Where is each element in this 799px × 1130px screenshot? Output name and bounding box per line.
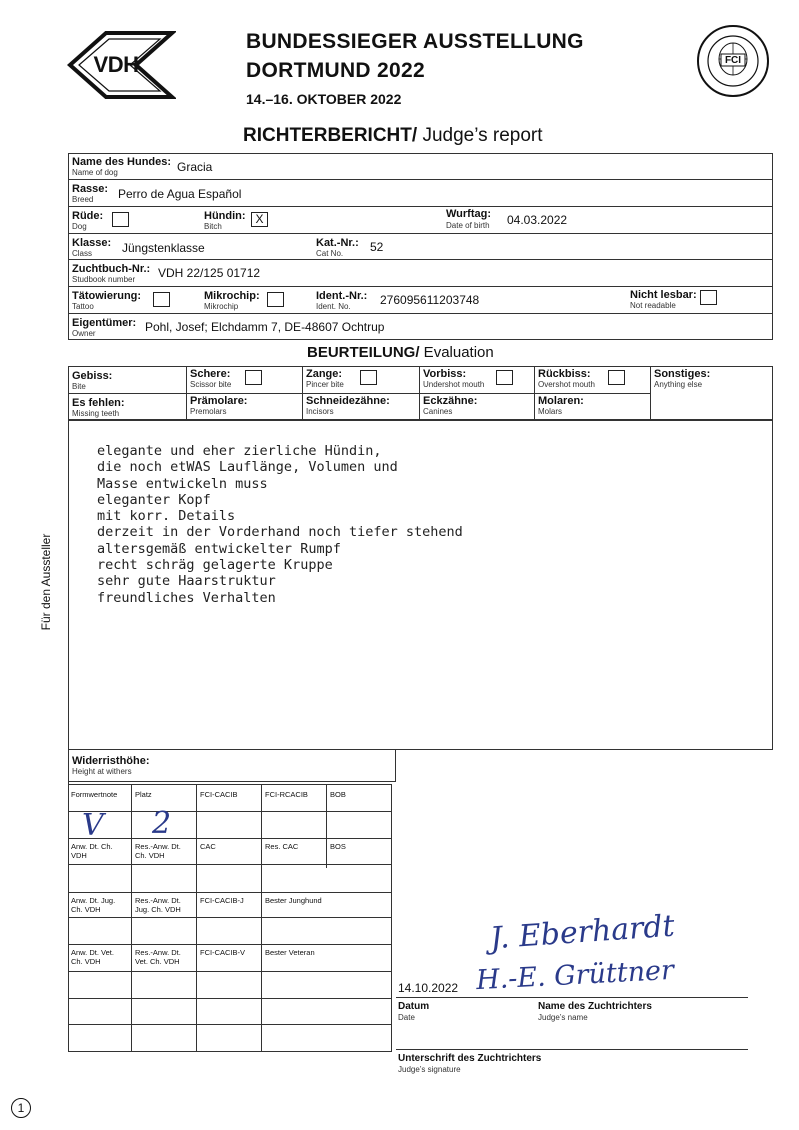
breed-label: Rasse: bbox=[72, 183, 109, 195]
grade-cell: CAC bbox=[200, 842, 216, 851]
microchip-label: Mikrochip: bbox=[204, 290, 260, 302]
grade-value-formwert: V bbox=[82, 808, 102, 843]
grade-cell: Res.-Anw. Dt. Ch. VDH bbox=[135, 842, 181, 860]
molars-label-en: Molars bbox=[538, 407, 563, 416]
event-title-line2: DORTMUND 2022 bbox=[246, 59, 425, 82]
not-readable-label-en: Not readable bbox=[630, 301, 676, 310]
canines-label: Eckzähne: bbox=[423, 395, 478, 407]
canines-label-en: Canines bbox=[423, 407, 453, 416]
anything-else-label-en: Anything else bbox=[654, 380, 703, 389]
dog-name-label: Name des Hundes: bbox=[72, 156, 172, 168]
evaluation-line: die noch etWAS Lauflänge, Volumen und bbox=[97, 459, 398, 476]
grade-header-bob: BOB bbox=[330, 790, 346, 799]
evaluation-title-en: Evaluation bbox=[419, 344, 494, 361]
height-label: Widerristhöhe: bbox=[72, 755, 150, 767]
date-value: 14.10.2022 bbox=[398, 981, 459, 995]
grade-value-platz: 2 bbox=[152, 806, 172, 841]
date-label: Datum bbox=[398, 1001, 430, 1012]
female-label: Hündin: bbox=[204, 210, 246, 222]
molars-label: Molaren: bbox=[538, 395, 584, 407]
judge-name-label: Name des Zuchtrichters bbox=[538, 1001, 652, 1012]
dog-name-value: Gracia bbox=[177, 160, 213, 174]
male-label-en: Dog bbox=[72, 222, 87, 231]
grade-header-platz: Platz bbox=[135, 790, 152, 799]
tattoo-checkbox[interactable] bbox=[153, 292, 170, 307]
ident-value: 276095611203748 bbox=[380, 293, 480, 307]
male-checkbox[interactable] bbox=[112, 212, 129, 227]
evaluation-line: mit korr. Details bbox=[97, 508, 236, 525]
height-label-en: Height at withers bbox=[72, 767, 132, 776]
tattoo-label-en: Tattoo bbox=[72, 302, 94, 311]
class-label: Klasse: bbox=[72, 237, 112, 249]
grade-cell: Bester Veteran bbox=[265, 948, 315, 957]
handwritten-judge-name: J. Eberhardt bbox=[489, 908, 676, 957]
studbook-value: VDH 22/125 01712 bbox=[158, 266, 261, 280]
undershot-label: Vorbiss: bbox=[423, 368, 467, 380]
breed-label-en: Breed bbox=[72, 195, 94, 204]
dob-label-en: Date of birth bbox=[446, 221, 490, 230]
grade-header-cacib: FCI-CACIB bbox=[200, 790, 238, 799]
owner-label: Eigentümer: bbox=[72, 317, 137, 329]
evaluation-line: derzeit in der Vorderhand noch tiefer stehend bbox=[97, 524, 463, 541]
scissor-label-en: Scissor bite bbox=[190, 380, 232, 389]
judge-name-label-en: Judge’s name bbox=[538, 1013, 588, 1022]
grade-cell: Res.-Anw. Dt. Vet. Ch. VDH bbox=[135, 948, 181, 966]
vdh-logo-text: VDH bbox=[93, 52, 139, 77]
report-title-en: Judge’s report bbox=[417, 125, 543, 146]
report-title bbox=[243, 125, 543, 147]
page-number: 1 bbox=[11, 1098, 31, 1118]
signature-label-en: Judge’s signature bbox=[398, 1065, 461, 1074]
handwritten-signature: H.-E. Grüttner bbox=[475, 954, 675, 997]
side-label: Für den Aussteller bbox=[39, 533, 53, 631]
anything-else-label: Sonstiges: bbox=[654, 368, 711, 380]
cat-no-label-en: Cat No. bbox=[316, 249, 344, 258]
microchip-checkbox[interactable] bbox=[267, 292, 284, 307]
fci-seal bbox=[696, 24, 770, 98]
owner-value: Pohl, Josef; Elchdamm 7, DE-48607 Ochtrup bbox=[145, 320, 385, 334]
studbook-label: Zuchtbuch-Nr.: bbox=[72, 263, 151, 275]
tattoo-label: Tätowierung: bbox=[72, 290, 142, 302]
evaluation-line: altersgemäß entwickelter Rumpf bbox=[97, 540, 341, 557]
grade-cell: FCI-CACIB-J bbox=[200, 896, 244, 905]
cat-no-value: 52 bbox=[370, 240, 384, 254]
grade-header-rcacib: FCI-RCACIB bbox=[265, 790, 308, 799]
overshot-label: Rückbiss: bbox=[538, 368, 591, 380]
ident-label: Ident.-Nr.: bbox=[316, 290, 368, 302]
grade-cell: Res. CAC bbox=[265, 842, 299, 851]
evaluation-line: freundliches Verhalten bbox=[97, 589, 276, 606]
bite-label-en: Bite bbox=[72, 382, 86, 391]
incisors-label: Schneidezähne: bbox=[306, 395, 390, 407]
dob-value: 04.03.2022 bbox=[507, 213, 568, 227]
grade-cell: Anw. Dt. Jug. Ch. VDH bbox=[71, 896, 116, 914]
breed-value: Perro de Agua Español bbox=[118, 187, 242, 201]
not-readable-label: Nicht lesbar: bbox=[630, 289, 697, 301]
class-value: Jüngstenklasse bbox=[122, 241, 205, 255]
missing-teeth-label: Es fehlen: bbox=[72, 397, 125, 409]
dob-label: Wurftag: bbox=[446, 208, 492, 220]
scissor-checkbox[interactable] bbox=[245, 370, 262, 385]
event-title-line1: BUNDESSIEGER AUSSTELLUNG bbox=[246, 30, 584, 53]
grade-cell: FCI-CACIB-V bbox=[200, 948, 245, 957]
male-label: Rüde: bbox=[72, 210, 104, 222]
studbook-label-en: Studbook number bbox=[72, 275, 136, 284]
bite-label: Gebiss: bbox=[72, 370, 113, 382]
report-title-de: RICHTERBERICHT bbox=[243, 125, 412, 146]
pincer-label: Zange: bbox=[306, 368, 343, 380]
owner-label-en: Owner bbox=[72, 329, 96, 338]
date-label-en: Date bbox=[398, 1013, 415, 1022]
grade-cell: Anw. Dt. Vet. Ch. VDH bbox=[71, 948, 114, 966]
fci-seal-text: FCI bbox=[724, 55, 742, 66]
signature-label: Unterschrift des Zuchtrichters bbox=[398, 1053, 542, 1064]
ident-label-en: Ident. No. bbox=[316, 302, 351, 311]
cat-no-label: Kat.-Nr.: bbox=[316, 237, 359, 249]
vdh-logo bbox=[66, 30, 176, 100]
premolars-label-en: Premolars bbox=[190, 407, 227, 416]
grade-cell: Bester Junghund bbox=[265, 896, 322, 905]
grades-table bbox=[68, 784, 392, 1052]
evaluation-line: recht schräg gelagerte Kruppe bbox=[97, 557, 333, 574]
event-dates: 14.–16. OKTOBER 2022 bbox=[246, 91, 402, 107]
not-readable-checkbox[interactable] bbox=[700, 290, 717, 305]
report-title-sep: / bbox=[411, 125, 418, 146]
evaluation-text bbox=[97, 443, 463, 606]
missing-teeth-label-en: Missing teeth bbox=[72, 409, 120, 418]
evaluation-line: elegante und eher zierliche Hündin, bbox=[97, 443, 382, 459]
evaluation-title bbox=[307, 344, 494, 361]
female-label-en: Bitch bbox=[204, 222, 222, 231]
evaluation-title-de: BEURTEILUNG bbox=[307, 344, 416, 361]
overshot-label-en: Overshot mouth bbox=[538, 380, 595, 389]
female-checkbox[interactable]: X bbox=[251, 212, 268, 227]
undershot-checkbox[interactable] bbox=[496, 370, 513, 385]
grade-header-formwert: Formwertnote bbox=[71, 790, 118, 799]
evaluation-line: sehr gute Haarstruktur bbox=[97, 573, 276, 590]
pincer-label-en: Pincer bite bbox=[306, 380, 344, 389]
grade-cell: Anw. Dt. Ch. VDH bbox=[71, 842, 113, 860]
evaluation-line: eleganter Kopf bbox=[97, 491, 211, 508]
grade-cell: Res.-Anw. Dt. Jug. Ch. VDH bbox=[135, 896, 181, 914]
premolars-label: Prämolare: bbox=[190, 395, 248, 407]
class-label-en: Class bbox=[72, 249, 93, 258]
overshot-checkbox[interactable] bbox=[608, 370, 625, 385]
microchip-label-en: Mikrochip bbox=[204, 302, 239, 311]
undershot-label-en: Undershot mouth bbox=[423, 380, 485, 389]
scissor-label: Schere: bbox=[190, 368, 231, 380]
evaluation-title-sep: / bbox=[415, 344, 420, 361]
incisors-label-en: Incisors bbox=[306, 407, 334, 416]
evaluation-line: Masse entwickeln muss bbox=[97, 475, 268, 492]
grade-cell: BOS bbox=[330, 842, 346, 851]
pincer-checkbox[interactable] bbox=[360, 370, 377, 385]
dog-name-label-en: Name of dog bbox=[72, 168, 118, 177]
